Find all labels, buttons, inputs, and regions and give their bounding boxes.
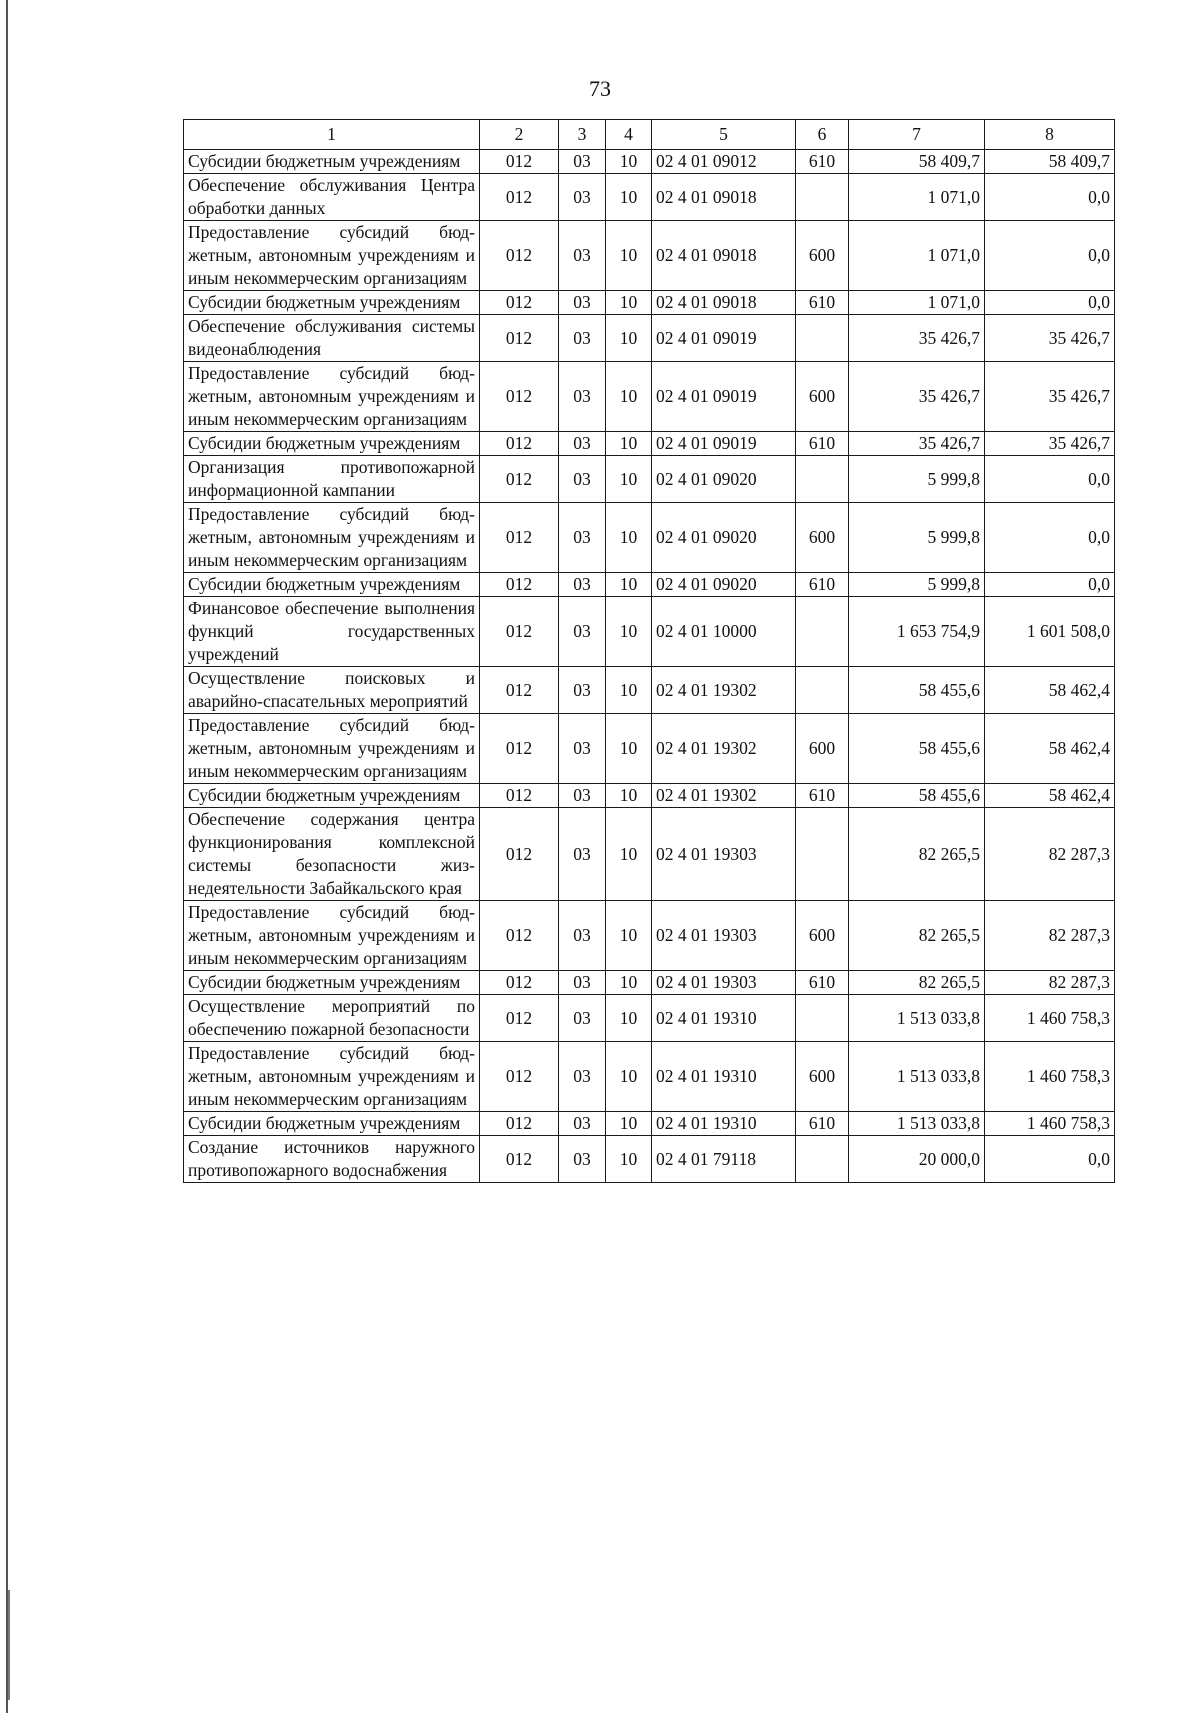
row-amount-col8: 0,0 <box>985 456 1115 503</box>
row-subsection-code: 10 <box>606 597 652 667</box>
table-row <box>184 432 1115 456</box>
table-row <box>184 784 1115 808</box>
row-target-article: 02 4 01 09018 <box>652 221 796 291</box>
page-number: 73 <box>589 76 611 101</box>
row-amount-col8: 82 287,3 <box>985 808 1115 901</box>
row-ministry-code: 012 <box>480 1136 559 1183</box>
row-expense-type <box>796 597 849 667</box>
row-section-code: 03 <box>559 597 606 667</box>
table-row <box>184 456 1115 503</box>
row-section-code: 03 <box>559 315 606 362</box>
row-amount-col7: 1 513 033,8 <box>849 1112 985 1136</box>
row-expense-type: 610 <box>796 432 849 456</box>
row-amount-col7: 35 426,7 <box>849 362 985 432</box>
row-expense-type: 610 <box>796 573 849 597</box>
row-expense-type <box>796 456 849 503</box>
row-expense-type <box>796 808 849 901</box>
scan-edge-lower <box>8 1590 10 1700</box>
row-name: Субсидии бюджетным учреждениям <box>184 784 480 808</box>
table-row <box>184 362 1115 432</box>
table-row <box>184 808 1115 901</box>
row-name: Предоставление субсидий бюджетным, автономным учреждениям и иным некоммерческим организациям <box>184 362 480 432</box>
row-ministry-code: 012 <box>480 174 559 221</box>
row-amount-col7: 5 999,8 <box>849 456 985 503</box>
table-row <box>184 503 1115 573</box>
col-header-5: 5 <box>652 120 796 150</box>
row-expense-type: 610 <box>796 150 849 174</box>
row-ministry-code: 012 <box>480 667 559 714</box>
row-section-code: 03 <box>559 362 606 432</box>
row-name: Создание источников наружного противопожарного водоснабжения <box>184 1136 480 1183</box>
row-section-code: 03 <box>559 714 606 784</box>
row-target-article: 02 4 01 19310 <box>652 1042 796 1112</box>
row-expense-type <box>796 315 849 362</box>
row-name: Субсидии бюджетным учреждениям <box>184 291 480 315</box>
row-target-article: 02 4 01 09018 <box>652 174 796 221</box>
row-section-code: 03 <box>559 456 606 503</box>
row-section-code: 03 <box>559 1136 606 1183</box>
row-amount-col8: 1 460 758,3 <box>985 995 1115 1042</box>
row-name: Субсидии бюджетным учреждениям <box>184 1112 480 1136</box>
row-subsection-code: 10 <box>606 503 652 573</box>
table-row <box>184 1136 1115 1183</box>
row-amount-col7: 82 265,5 <box>849 901 985 971</box>
row-subsection-code: 10 <box>606 1042 652 1112</box>
row-amount-col7: 58 409,7 <box>849 150 985 174</box>
row-subsection-code: 10 <box>606 1136 652 1183</box>
row-name: Осуществление мероприятий по обеспечению пожарной безопасности <box>184 995 480 1042</box>
row-name: Субсидии бюджетным учреждениям <box>184 432 480 456</box>
row-ministry-code: 012 <box>480 597 559 667</box>
row-amount-col8: 82 287,3 <box>985 971 1115 995</box>
row-target-article: 02 4 01 19310 <box>652 995 796 1042</box>
col-header-8: 8 <box>985 120 1115 150</box>
row-expense-type: 600 <box>796 503 849 573</box>
row-amount-col8: 58 462,4 <box>985 714 1115 784</box>
row-target-article: 02 4 01 19310 <box>652 1112 796 1136</box>
row-section-code: 03 <box>559 1042 606 1112</box>
table-row <box>184 291 1115 315</box>
table-row <box>184 714 1115 784</box>
row-expense-type: 600 <box>796 362 849 432</box>
row-section-code: 03 <box>559 784 606 808</box>
row-amount-col8: 1 460 758,3 <box>985 1042 1115 1112</box>
row-target-article: 02 4 01 09012 <box>652 150 796 174</box>
row-section-code: 03 <box>559 995 606 1042</box>
row-ministry-code: 012 <box>480 221 559 291</box>
row-section-code: 03 <box>559 901 606 971</box>
row-name: Субсидии бюджетным учреждениям <box>184 573 480 597</box>
table-row <box>184 597 1115 667</box>
row-expense-type: 600 <box>796 1042 849 1112</box>
row-amount-col8: 0,0 <box>985 174 1115 221</box>
row-expense-type: 610 <box>796 291 849 315</box>
row-amount-col8: 58 409,7 <box>985 150 1115 174</box>
table-row <box>184 995 1115 1042</box>
row-expense-type: 600 <box>796 714 849 784</box>
row-section-code: 03 <box>559 221 606 291</box>
row-target-article: 02 4 01 19302 <box>652 667 796 714</box>
table-row <box>184 573 1115 597</box>
row-name: Финансовое обеспечение выполнения функций государственных учреждений <box>184 597 480 667</box>
row-amount-col8: 35 426,7 <box>985 315 1115 362</box>
row-expense-type <box>796 995 849 1042</box>
row-amount-col8: 1 601 508,0 <box>985 597 1115 667</box>
row-name: Субсидии бюджетным учреждениям <box>184 150 480 174</box>
row-subsection-code: 10 <box>606 456 652 503</box>
col-header-1: 1 <box>184 120 480 150</box>
row-expense-type: 610 <box>796 784 849 808</box>
row-amount-col8: 58 462,4 <box>985 784 1115 808</box>
row-target-article: 02 4 01 19303 <box>652 901 796 971</box>
row-subsection-code: 10 <box>606 901 652 971</box>
row-expense-type: 600 <box>796 901 849 971</box>
table-row <box>184 1042 1115 1112</box>
row-ministry-code: 012 <box>480 1042 559 1112</box>
row-amount-col8: 35 426,7 <box>985 362 1115 432</box>
row-subsection-code: 10 <box>606 221 652 291</box>
row-expense-type: 610 <box>796 971 849 995</box>
row-target-article: 02 4 01 09019 <box>652 362 796 432</box>
row-subsection-code: 10 <box>606 315 652 362</box>
row-target-article: 02 4 01 09019 <box>652 315 796 362</box>
row-expense-type: 600 <box>796 221 849 291</box>
col-header-7: 7 <box>849 120 985 150</box>
scan-edge <box>6 0 8 1713</box>
row-subsection-code: 10 <box>606 971 652 995</box>
row-subsection-code: 10 <box>606 714 652 784</box>
row-subsection-code: 10 <box>606 573 652 597</box>
row-amount-col7: 58 455,6 <box>849 714 985 784</box>
row-name: Предоставление субсидий бюджетным, автономным учреждениям и иным некоммерческим организациям <box>184 1042 480 1112</box>
row-amount-col8: 0,0 <box>985 573 1115 597</box>
row-subsection-code: 10 <box>606 667 652 714</box>
row-amount-col7: 58 455,6 <box>849 667 985 714</box>
row-name: Предоставление субсидий бюджетным, автономным учреждениям и иным некоммерческим организациям <box>184 221 480 291</box>
row-subsection-code: 10 <box>606 150 652 174</box>
row-expense-type <box>796 1136 849 1183</box>
row-ministry-code: 012 <box>480 150 559 174</box>
row-amount-col7: 1 071,0 <box>849 221 985 291</box>
row-amount-col7: 35 426,7 <box>849 315 985 362</box>
table-row <box>184 174 1115 221</box>
row-ministry-code: 012 <box>480 432 559 456</box>
row-section-code: 03 <box>559 291 606 315</box>
row-amount-col8: 1 460 758,3 <box>985 1112 1115 1136</box>
row-name: Предоставление субсидий бюджетным, автономным учреждениям и иным некоммерческим организациям <box>184 503 480 573</box>
row-amount-col8: 82 287,3 <box>985 901 1115 971</box>
table-row <box>184 901 1115 971</box>
row-amount-col7: 1 513 033,8 <box>849 995 985 1042</box>
col-header-2: 2 <box>480 120 559 150</box>
row-target-article: 02 4 01 09019 <box>652 432 796 456</box>
row-amount-col7: 5 999,8 <box>849 503 985 573</box>
row-section-code: 03 <box>559 971 606 995</box>
row-target-article: 02 4 01 79118 <box>652 1136 796 1183</box>
row-expense-type: 610 <box>796 1112 849 1136</box>
row-ministry-code: 012 <box>480 315 559 362</box>
table-row <box>184 221 1115 291</box>
row-amount-col8: 0,0 <box>985 503 1115 573</box>
row-amount-col7: 1 071,0 <box>849 291 985 315</box>
header-row <box>184 120 1115 150</box>
row-amount-col8: 58 462,4 <box>985 667 1115 714</box>
row-target-article: 02 4 01 19303 <box>652 971 796 995</box>
row-name: Обеспечение обслуживания Центра обработки данных <box>184 174 480 221</box>
row-target-article: 02 4 01 09020 <box>652 503 796 573</box>
row-ministry-code: 012 <box>480 362 559 432</box>
row-ministry-code: 012 <box>480 456 559 503</box>
row-section-code: 03 <box>559 667 606 714</box>
row-section-code: 03 <box>559 808 606 901</box>
row-target-article: 02 4 01 19302 <box>652 784 796 808</box>
row-amount-col8: 0,0 <box>985 1136 1115 1183</box>
row-ministry-code: 012 <box>480 971 559 995</box>
row-amount-col7: 20 000,0 <box>849 1136 985 1183</box>
col-header-4: 4 <box>606 120 652 150</box>
row-amount-col7: 5 999,8 <box>849 573 985 597</box>
row-name: Предоставление субсидий бюджетным, автономным учреждениям и иным некоммерческим организациям <box>184 901 480 971</box>
row-target-article: 02 4 01 09018 <box>652 291 796 315</box>
row-name: Субсидии бюджетным учреждениям <box>184 971 480 995</box>
row-target-article: 02 4 01 19302 <box>652 714 796 784</box>
table-row <box>184 315 1115 362</box>
col-header-3: 3 <box>559 120 606 150</box>
row-amount-col7: 58 455,6 <box>849 784 985 808</box>
row-expense-type <box>796 174 849 221</box>
row-ministry-code: 012 <box>480 573 559 597</box>
row-amount-col7: 1 653 754,9 <box>849 597 985 667</box>
table-row <box>184 971 1115 995</box>
row-target-article: 02 4 01 09020 <box>652 573 796 597</box>
row-amount-col8: 35 426,7 <box>985 432 1115 456</box>
row-ministry-code: 012 <box>480 901 559 971</box>
row-subsection-code: 10 <box>606 362 652 432</box>
row-expense-type <box>796 667 849 714</box>
row-name: Предоставление субсидий бюджетным, автономным учреждениям и иным некоммерческим организациям <box>184 714 480 784</box>
row-subsection-code: 10 <box>606 784 652 808</box>
row-subsection-code: 10 <box>606 995 652 1042</box>
row-section-code: 03 <box>559 1112 606 1136</box>
row-section-code: 03 <box>559 573 606 597</box>
row-target-article: 02 4 01 09020 <box>652 456 796 503</box>
row-ministry-code: 012 <box>480 503 559 573</box>
budget-table <box>183 119 1115 1183</box>
row-section-code: 03 <box>559 432 606 456</box>
row-amount-col7: 82 265,5 <box>849 971 985 995</box>
row-name: Обеспечение содержания центра функционирования комплексной системы безопасности жизнедеятельности Забайкальского края <box>184 808 480 901</box>
row-amount-col7: 35 426,7 <box>849 432 985 456</box>
table-row <box>184 1112 1115 1136</box>
row-ministry-code: 012 <box>480 291 559 315</box>
row-target-article: 02 4 01 10000 <box>652 597 796 667</box>
row-subsection-code: 10 <box>606 174 652 221</box>
row-section-code: 03 <box>559 503 606 573</box>
row-section-code: 03 <box>559 150 606 174</box>
row-amount-col7: 82 265,5 <box>849 808 985 901</box>
row-amount-col8: 0,0 <box>985 291 1115 315</box>
row-ministry-code: 012 <box>480 995 559 1042</box>
row-name: Осуществление поисковых и аварийно-спасательных мероприятий <box>184 667 480 714</box>
row-subsection-code: 10 <box>606 432 652 456</box>
table-row <box>184 667 1115 714</box>
row-name: Обеспечение обслуживания системы видеонаблюдения <box>184 315 480 362</box>
col-header-6: 6 <box>796 120 849 150</box>
row-name: Организация противопожарной информационной кампании <box>184 456 480 503</box>
row-subsection-code: 10 <box>606 291 652 315</box>
row-subsection-code: 10 <box>606 808 652 901</box>
row-amount-col7: 1 071,0 <box>849 174 985 221</box>
row-target-article: 02 4 01 19303 <box>652 808 796 901</box>
row-ministry-code: 012 <box>480 714 559 784</box>
row-amount-col8: 0,0 <box>985 221 1115 291</box>
table-row <box>184 150 1115 174</box>
row-ministry-code: 012 <box>480 784 559 808</box>
row-subsection-code: 10 <box>606 1112 652 1136</box>
row-amount-col7: 1 513 033,8 <box>849 1042 985 1112</box>
row-ministry-code: 012 <box>480 1112 559 1136</box>
row-section-code: 03 <box>559 174 606 221</box>
row-ministry-code: 012 <box>480 808 559 901</box>
